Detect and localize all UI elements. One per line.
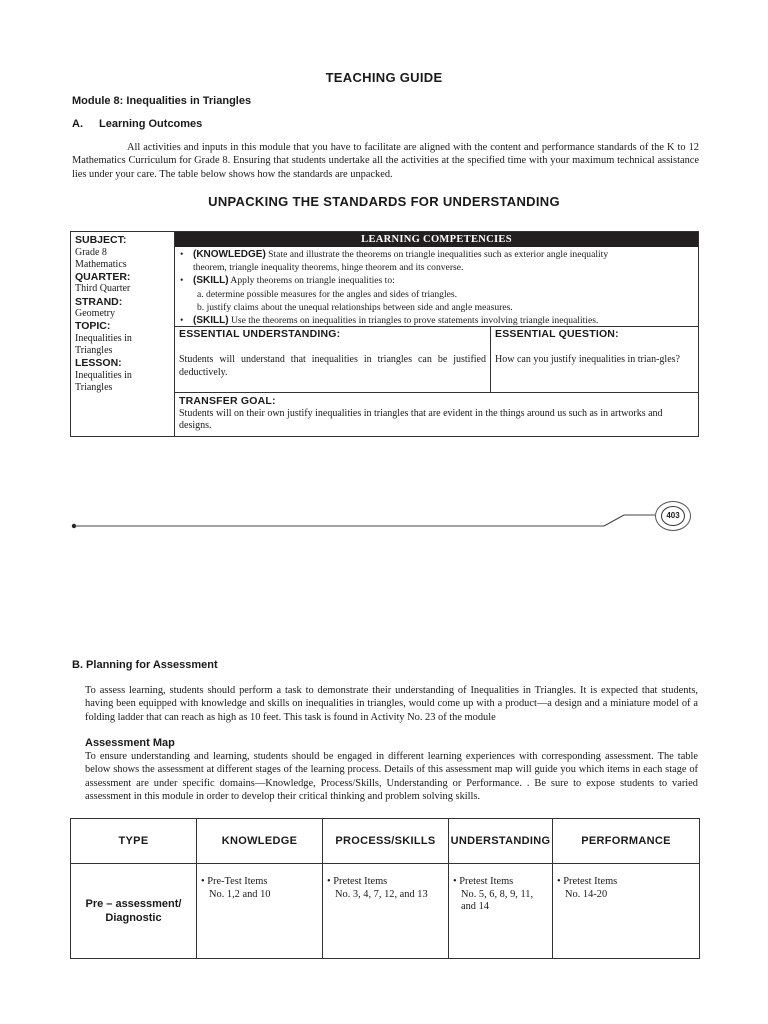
essential-question-cell	[491, 327, 698, 393]
knowledge-cell	[197, 864, 323, 959]
item-line: No. 3, 4, 7, 12, and 13	[335, 888, 428, 900]
competencies-header: LEARNING COMPETENCIES	[175, 232, 698, 247]
competency-continuation: theorem, triangle inequality theorems, hinge theorem and its converse.	[193, 262, 464, 274]
section-a-number: A.	[72, 118, 83, 130]
section-b-paragraph: To assess learning, students should perform a task to demonstrate their understanding of Inequalities in Triangles. It is expected that students, having been equipped with knowledge and skills on inequalities in triangles, would come up with a product—a design and a miniature model of a folding ladder that can reach as high as 10 feet. This task is found in Activity No. 23 of the module	[85, 685, 698, 723]
competency-keyword: (SKILL)	[193, 315, 229, 327]
header-performance: PERFORMANCE	[553, 819, 700, 864]
section-a-heading	[72, 118, 202, 130]
competency-subitem: a. determine possible measures for the angles and sides of triangles.	[197, 288, 458, 300]
performance-cell	[553, 864, 700, 959]
topic-label: TOPIC:	[75, 320, 111, 333]
competency-keyword: (SKILL)	[193, 275, 229, 287]
strand-label: STRAND:	[75, 295, 123, 308]
header-understanding: UNDERSTANDING	[449, 819, 553, 864]
footer-line-bend	[604, 515, 624, 526]
item-line: • Pre-Test Items	[201, 876, 268, 887]
document-title: TEACHING GUIDE	[325, 70, 443, 85]
assessment-header-row	[71, 819, 700, 864]
item-line: No. 14-20	[565, 888, 608, 900]
lesson-line: Inequalities in	[75, 369, 132, 381]
item-line: No. 5, 6, 8, 9, 11,	[461, 888, 534, 900]
subject-label: SUBJECT:	[75, 234, 127, 246]
essential-understanding-text: Students will understand that inequalities in triangles can be justified deductively.	[179, 354, 486, 378]
header-type: TYPE	[71, 819, 197, 864]
item-line: No. 1,2 and 10	[209, 888, 271, 900]
table-row	[71, 864, 700, 959]
subject-line: Grade 8	[75, 246, 107, 258]
standards-table	[70, 231, 699, 437]
module-title: Module 8: Inequalities in Triangles	[72, 95, 252, 107]
transfer-goal-label: TRANSFER GOAL:	[179, 395, 276, 407]
essential-question-label: ESSENTIAL QUESTION:	[495, 328, 619, 340]
quarter-label: QUARTER:	[75, 270, 131, 283]
lesson-line: Triangles	[75, 381, 113, 393]
item-line: • Pretest Items	[453, 876, 514, 887]
competency-text: State and illustrate the theorems on triangle inequalities such as exterior angle inequality	[265, 249, 609, 260]
assessment-table	[70, 818, 700, 959]
item-line: • Pretest Items	[557, 876, 618, 887]
competency-text: Use the theorems on inequalities in triangles to prove statements involving triangle inequalities.	[228, 315, 599, 327]
transfer-goal-cell	[175, 393, 698, 436]
competency-keyword: (KNOWLEDGE)	[193, 249, 266, 260]
competency-item	[179, 274, 694, 287]
assessment-map-paragraph: To ensure understanding and learning, students should be engaged in different learning experiences with corresponding assessment. The table below shows the assessment at different stages of the learning process. Details of this assessment map will guide you which items in each stage of assessment are under specific domains—Knowledge, Process/Skills, Understanding or Performance. . Be sure to expose students to varied assessment in this module in order to develop their critical thinking and problem solving skills.	[85, 751, 698, 802]
quarter-value: Third Quarter	[75, 283, 131, 295]
row-type-cell	[71, 864, 197, 959]
item-line: and 14	[461, 901, 489, 913]
section-b-heading: B. Planning for Assessment	[72, 659, 218, 671]
unpacking-title: UNPACKING THE STANDARDS FOR UNDERSTANDING	[208, 194, 560, 209]
assessment-map-heading: Assessment Map	[85, 737, 175, 749]
subject-line: Mathematics	[75, 258, 127, 270]
item-line: • Pretest Items	[327, 876, 388, 887]
process-cell	[323, 864, 449, 959]
topic-line: Triangles	[75, 345, 113, 357]
essential-understanding-label: ESSENTIAL UNDERSTANDING:	[179, 328, 341, 340]
page-number: 403	[661, 506, 685, 526]
competency-subitem: b. justify claims about the unequal relationships between side and angle measures.	[197, 301, 513, 313]
header-knowledge: KNOWLEDGE	[197, 819, 323, 864]
standards-sidebar	[71, 232, 175, 436]
transfer-goal-text: Students will on their own justify inequalities in triangles that are evident in the things around us such as in artworks and designs.	[179, 407, 663, 431]
topic-line: Inequalities in	[75, 332, 132, 344]
competency-text: Apply theorems on triangle inequalities to:	[228, 275, 395, 287]
essential-question-text: How can you justify inequalities in trian-gles?	[495, 354, 680, 365]
essential-understanding-cell	[175, 327, 491, 393]
competency-item	[179, 248, 694, 261]
lesson-label: LESSON:	[75, 357, 122, 370]
competencies-list	[175, 247, 698, 327]
competency-item	[179, 314, 694, 327]
row-type-line: Pre – assessment/	[85, 898, 182, 910]
understanding-cell	[449, 864, 553, 959]
section-a-title: Learning Outcomes	[99, 118, 203, 130]
intro-paragraph: All activities and inputs in this module that you have to facilitate are aligned with the content and performance standards of the K to 12 Mathematics Curriculum for Grade 8. Ensuring that students undertake all the activities at the specified time with your maximum technical assistance lies under your care. The table below shows how the standards are unpacked.	[72, 142, 699, 180]
row-type-line: Diagnostic	[105, 912, 162, 924]
page-footer-line	[0, 495, 768, 540]
strand-value: Geometry	[75, 308, 115, 320]
header-process-skills: PROCESS/SKILLS	[323, 819, 449, 864]
